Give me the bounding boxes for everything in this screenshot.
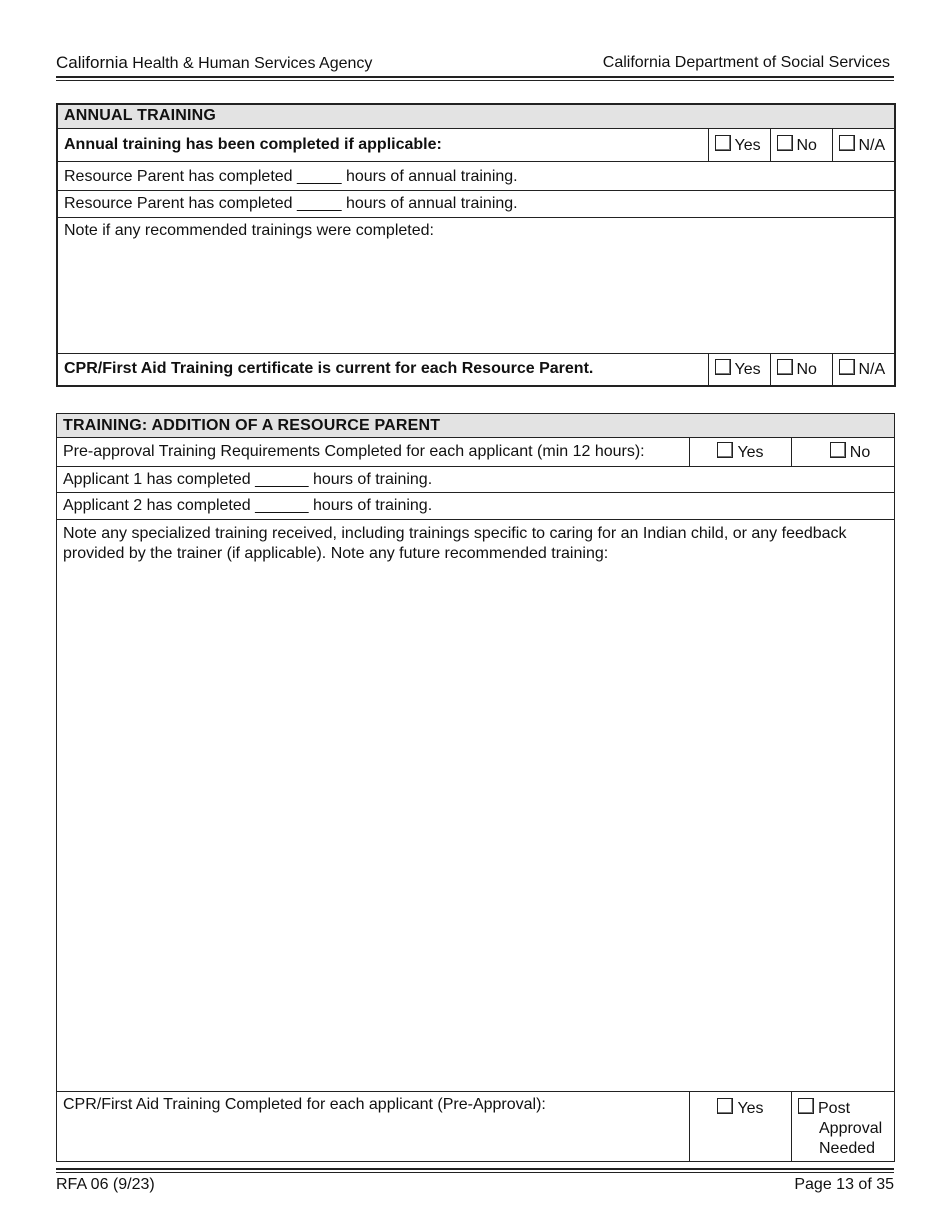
annual-training-title: ANNUAL TRAINING — [57, 104, 895, 128]
header-rule-thin — [56, 80, 894, 81]
checkbox-icon[interactable] — [839, 359, 855, 375]
header-rule — [56, 76, 894, 78]
agency-prefix: California — [56, 53, 128, 72]
annual-cpr-yes[interactable] — [708, 353, 770, 386]
form-id: RFA 06 (9/23) — [56, 1176, 155, 1193]
annual-cpr-no[interactable] — [770, 353, 832, 386]
option-label: No — [796, 361, 817, 379]
agency-name — [56, 53, 372, 73]
checkbox-icon[interactable] — [777, 359, 793, 375]
option-label: N/A — [858, 136, 886, 154]
annual-hours-line-1[interactable]: Resource Parent has completed _____ hours of annual training. — [57, 161, 895, 190]
annual-cpr-na[interactable] — [832, 353, 895, 386]
checkbox-icon[interactable] — [717, 442, 733, 458]
footer-rule — [56, 1168, 894, 1170]
checkbox-icon[interactable] — [798, 1098, 814, 1114]
preapproval-no[interactable] — [792, 438, 895, 467]
option-label: Yes — [737, 1100, 764, 1117]
addition-training-title: TRAINING: ADDITION OF A RESOURCE PARENT — [57, 414, 895, 438]
checkbox-icon[interactable] — [715, 359, 731, 375]
annual-hours-line-2[interactable]: Resource Parent has completed _____ hours of annual training. — [57, 190, 895, 217]
option-label: N/A — [858, 361, 886, 379]
option-label: Yes — [737, 444, 764, 461]
preapproval-question: Pre-approval Training Requirements Completed for each applicant (min 12 hours): — [57, 438, 690, 467]
option-label: Approval — [819, 1120, 883, 1137]
annual-cpr-question: CPR/First Aid Training certificate is current for each Resource Parent. — [57, 353, 708, 386]
checkbox-icon[interactable] — [777, 135, 793, 151]
option-label: No — [796, 136, 817, 154]
applicant-1-hours[interactable]: Applicant 1 has completed ______ hours of training. — [57, 467, 895, 493]
annual-training-table — [56, 103, 896, 387]
annual-completed-no[interactable] — [770, 128, 832, 161]
checkbox-icon[interactable] — [715, 135, 731, 151]
option-label: Yes — [734, 136, 761, 154]
applicant-2-hours[interactable]: Applicant 2 has completed ______ hours of training. — [57, 493, 895, 520]
preapproval-cpr-yes[interactable] — [690, 1092, 792, 1162]
page-number: Page 13 of 35 — [794, 1176, 894, 1193]
checkbox-icon[interactable] — [717, 1098, 733, 1114]
addition-training-table — [56, 413, 895, 1162]
annual-completed-na[interactable] — [832, 128, 895, 161]
preapproval-cpr-question: CPR/First Aid Training Completed for each applicant (Pre-Approval): — [57, 1092, 690, 1162]
annual-completed-yes[interactable] — [708, 128, 770, 161]
option-label: Needed — [819, 1140, 876, 1157]
preapproval-cpr-post-approval[interactable] — [792, 1092, 895, 1162]
checkbox-icon[interactable] — [839, 135, 855, 151]
option-label: No — [849, 444, 871, 461]
checkbox-icon[interactable] — [830, 442, 846, 458]
agency-rest: Health & Human Services Agency — [132, 55, 373, 72]
department-name: California Department of Social Services — [602, 54, 890, 71]
specialized-training-note[interactable]: Note any specialized training received, including trainings specific to caring for an Indian child, or any feedback provided by the trainer (if applicable). Note any future recommended training: — [57, 520, 895, 1092]
annual-recommended-note[interactable]: Note if any recommended trainings were completed: — [57, 217, 895, 353]
footer-rule-thin — [56, 1172, 894, 1173]
option-label: Post — [818, 1100, 851, 1117]
option-label: Yes — [734, 361, 761, 379]
annual-completed-question: Annual training has been completed if applicable: — [57, 128, 708, 161]
preapproval-yes[interactable] — [690, 438, 792, 467]
